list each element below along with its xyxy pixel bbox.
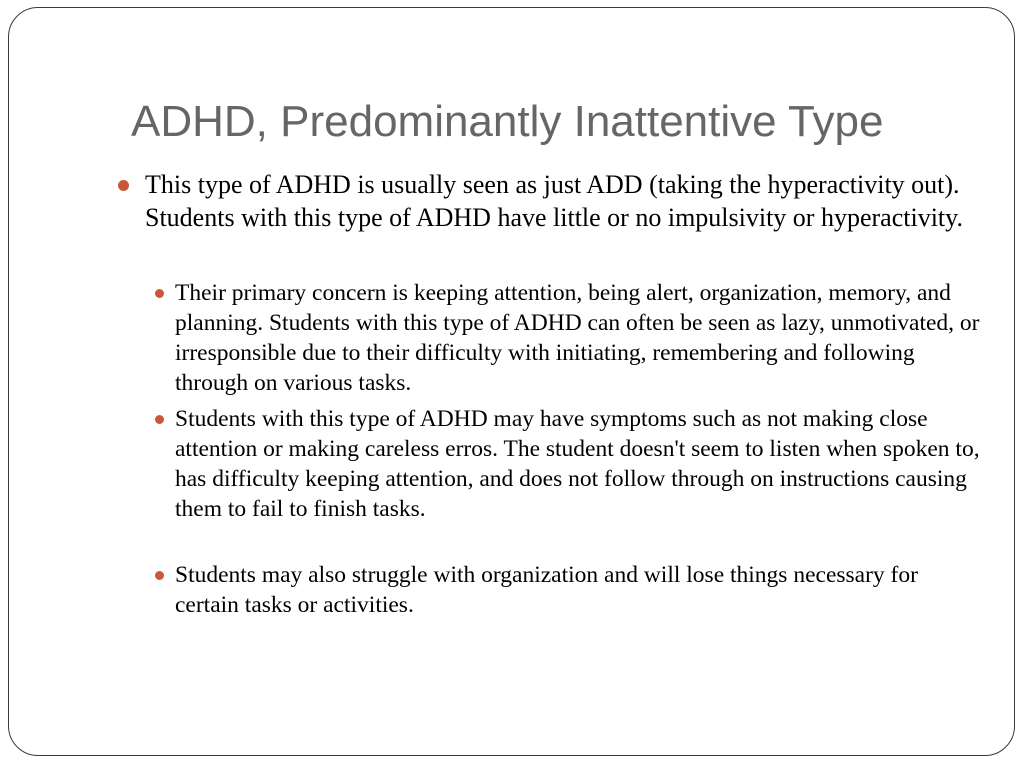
slide: [8, 7, 1015, 756]
bullet-dot-icon: [155, 571, 164, 580]
bullet-dot-icon: [155, 415, 164, 424]
bullet-dot-icon: [118, 180, 129, 191]
bullet-text: This type of ADHD is usually seen as just ADD (taking the hyperactivity out). Students with this type of ADHD have little or no impulsivity or hyperactivity.: [145, 170, 963, 232]
bullet-text: Students may also struggle with organization and will lose things necessary for certain tasks or activities.: [175, 562, 918, 618]
bullet-item-1: [145, 168, 975, 234]
bullet-dot-icon: [155, 289, 164, 298]
sub-bullet-item-3: [175, 560, 980, 620]
slide-title: ADHD, Predominantly Inattentive Type: [131, 97, 884, 146]
sub-bullet-item-2: [175, 404, 980, 524]
sub-bullet-item-1: [175, 278, 980, 398]
bullet-text: Their primary concern is keeping attention, being alert, organization, memory, and planning. Students with this type of ADHD can often be seen as lazy, unmotivated, or irresponsible due to their difficulty with initiating, remembering and following through on various tasks.: [175, 280, 980, 396]
bullet-text: Students with this type of ADHD may have symptoms such as not making close attention or making careless erros. The student doesn't seem to listen when spoken to, has difficulty keeping attention, and does not follow through on instructions causing them to fail to finish tasks.: [175, 406, 980, 522]
